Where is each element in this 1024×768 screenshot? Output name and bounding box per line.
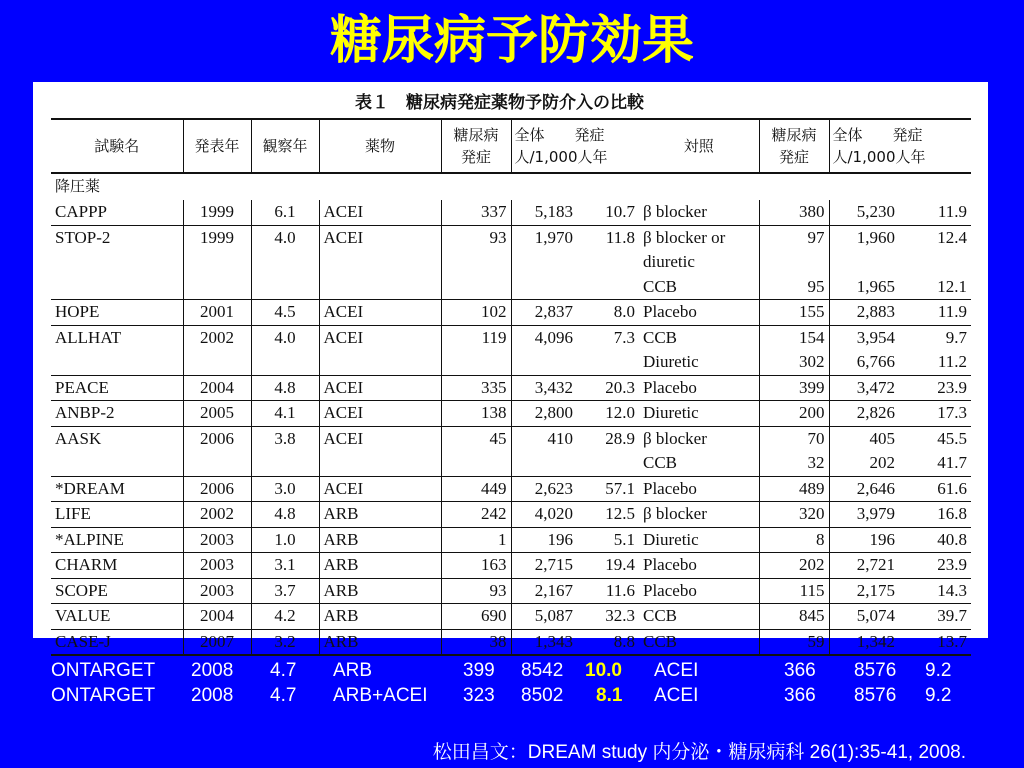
cell-ctrl-dm: 380 bbox=[759, 200, 829, 225]
cell-ctrl-total: 2,646 bbox=[829, 476, 899, 502]
cell-year: 2002 bbox=[183, 502, 251, 528]
cell-rate: 32.3 bbox=[577, 604, 639, 630]
table-row bbox=[51, 426, 971, 451]
cell-total bbox=[511, 275, 577, 300]
cell-control: CCB bbox=[639, 325, 759, 350]
header-dm2-line2: 発症 bbox=[778, 148, 809, 166]
table-row bbox=[51, 476, 971, 502]
header-dm-onset-2 bbox=[759, 119, 829, 173]
cell-trial: VALUE bbox=[51, 604, 183, 630]
cell-total: 2,800 bbox=[511, 401, 577, 427]
cell-rate-highlight: 8.1 bbox=[596, 685, 623, 706]
cell-ctrl-rate: 23.9 bbox=[899, 375, 971, 401]
cell-ctrl-total: 5,230 bbox=[856, 202, 895, 221]
header-tot2-line1: 全体 bbox=[832, 126, 863, 144]
cell-rate: 10.7 bbox=[605, 202, 635, 221]
cell-trial: LIFE bbox=[51, 502, 183, 528]
cell-trial: ONTARGET bbox=[51, 685, 156, 706]
cell-year: 1999 bbox=[183, 200, 251, 225]
cell-obs bbox=[251, 250, 319, 275]
cell-rate: 12.0 bbox=[577, 401, 639, 427]
cell-total: 2,837 bbox=[511, 300, 577, 326]
table-row bbox=[51, 300, 971, 326]
cell-obs: 1.0 bbox=[251, 527, 319, 553]
cell-control: β blocker bbox=[639, 200, 759, 225]
cell-ctrl-total: 3,472 bbox=[829, 375, 899, 401]
table-row bbox=[51, 225, 971, 250]
cell-total: 2,715 bbox=[511, 553, 577, 579]
cell-year: 2006 bbox=[183, 426, 251, 451]
cell-total: 1,343 bbox=[511, 629, 577, 655]
header-tot2-line2: 人/1,000人年 bbox=[832, 148, 926, 166]
cell-control: ACEI bbox=[654, 660, 699, 681]
cell-ctrl-total: 3,954 bbox=[829, 325, 899, 350]
cell-obs: 3.0 bbox=[251, 476, 319, 502]
cell-dm: 119 bbox=[441, 325, 511, 350]
cell-total bbox=[511, 250, 577, 275]
cell-ctrl-total: 196 bbox=[829, 527, 899, 553]
cell-control: β blocker or bbox=[639, 225, 759, 250]
cell-trial bbox=[51, 350, 183, 375]
cell-ctrl-dm: 489 bbox=[759, 476, 829, 502]
cell-ctrl-rate: 23.9 bbox=[899, 553, 971, 579]
cell-year: 2004 bbox=[183, 604, 251, 630]
cell-dm: 323 bbox=[463, 685, 495, 706]
cell-dm: 335 bbox=[441, 375, 511, 401]
cell-dm: 45 bbox=[441, 426, 511, 451]
cell-year: 2003 bbox=[183, 578, 251, 604]
cell-obs: 6.1 bbox=[251, 200, 319, 225]
cell-drug: ARB bbox=[319, 578, 441, 604]
cell-control: β blocker bbox=[639, 426, 759, 451]
cell-total: 5,087 bbox=[511, 604, 577, 630]
cell-trial: CAPPP bbox=[51, 200, 183, 225]
cell-ctrl-rate: 61.6 bbox=[899, 476, 971, 502]
table-row bbox=[51, 604, 971, 630]
cell-ctrl-dm: 70 bbox=[759, 426, 829, 451]
cell-year bbox=[183, 350, 251, 375]
header-drug: 薬物 bbox=[319, 119, 441, 173]
cell-ctrl-rate bbox=[899, 250, 971, 275]
cell-rate: 5.1 bbox=[577, 527, 639, 553]
cell-dm: 38 bbox=[441, 629, 511, 655]
cell-year bbox=[183, 250, 251, 275]
cell-control: Diuretic bbox=[639, 401, 759, 427]
cell-rate: 8.8 bbox=[577, 629, 639, 655]
cell-year bbox=[183, 275, 251, 300]
cell-rate: 20.3 bbox=[577, 375, 639, 401]
cell-ctrl-dm: 200 bbox=[759, 401, 829, 427]
cell-rate: 11.8 bbox=[577, 225, 639, 250]
cell-control: CCB bbox=[639, 451, 759, 476]
cell-ctrl-total: 3,979 bbox=[829, 502, 899, 528]
cell-year: 2004 bbox=[183, 375, 251, 401]
cell-obs: 4.0 bbox=[251, 325, 319, 350]
cell-rate bbox=[577, 275, 639, 300]
table-row bbox=[51, 502, 971, 528]
cell-ctrl-dm bbox=[759, 250, 829, 275]
cell-year: 2008 bbox=[191, 660, 234, 681]
cell-rate: 57.1 bbox=[577, 476, 639, 502]
cell-ctrl-rate: 9.2 bbox=[925, 685, 952, 706]
cell-ctrl-rate: 9.7 bbox=[899, 325, 971, 350]
header-control: 対照 bbox=[639, 119, 759, 173]
cell-dm: 399 bbox=[463, 660, 495, 681]
header-onset1: 発症 bbox=[574, 126, 605, 144]
table-row bbox=[51, 451, 971, 476]
cell-trial bbox=[51, 250, 183, 275]
cell-control: Placebo bbox=[639, 476, 759, 502]
cell-ctrl-total: 2,175 bbox=[829, 578, 899, 604]
cell-year: 2002 bbox=[183, 325, 251, 350]
cell-trial: SCOPE bbox=[51, 578, 183, 604]
header-dm-onset-1 bbox=[441, 119, 511, 173]
cell-dm: 93 bbox=[441, 225, 511, 250]
cell-ctrl-dm: 302 bbox=[759, 350, 829, 375]
cell-total: 2,623 bbox=[511, 476, 577, 502]
cell-rate bbox=[577, 451, 639, 476]
cell-ctrl-total: 8576 bbox=[854, 660, 897, 681]
cell-rate: 11.6 bbox=[577, 578, 639, 604]
cell-obs: 4.2 bbox=[251, 604, 319, 630]
cell-year: 2003 bbox=[183, 527, 251, 553]
cell-drug: ACEI bbox=[319, 375, 441, 401]
cell-ctrl-total: 6,766 bbox=[856, 352, 895, 371]
header-dm1-line2: 発症 bbox=[460, 148, 491, 166]
cell-obs: 4.0 bbox=[251, 225, 319, 250]
cell-ctrl-total: 1,960 bbox=[829, 225, 899, 250]
cell-dm: 449 bbox=[441, 476, 511, 502]
cell-control: Diuretic bbox=[639, 527, 759, 553]
cell-trial: HOPE bbox=[51, 300, 183, 326]
cell-trial: ANBP-2 bbox=[51, 401, 183, 427]
cell-year bbox=[183, 451, 251, 476]
cell-obs: 4.1 bbox=[251, 401, 319, 427]
cell-ctrl-total: 2,883 bbox=[829, 300, 899, 326]
cell-drug bbox=[319, 350, 441, 375]
cell-ctrl-dm: 97 bbox=[759, 225, 829, 250]
reference-citation: 松田昌文：DREAM study 内分泌・糖尿病科 26(1):35-41, 2008. bbox=[432, 742, 966, 763]
cell-drug: ACEI bbox=[319, 325, 441, 350]
cell-dm bbox=[441, 451, 511, 476]
cell-rate: 12.5 bbox=[577, 502, 639, 528]
cell-ctrl-total: 1,965 bbox=[856, 276, 895, 296]
cell-trial: PEACE bbox=[51, 375, 183, 401]
cell-ctrl-dm: 366 bbox=[784, 685, 816, 706]
cell-year: 2008 bbox=[191, 685, 234, 706]
cell-total: 410 bbox=[511, 426, 577, 451]
cell-ctrl-total: 2,826 bbox=[829, 401, 899, 427]
cell-ctrl-rate: 41.7 bbox=[937, 453, 967, 472]
cell-trial: *ALPINE bbox=[51, 527, 183, 553]
cell-ctrl-rate: 40.8 bbox=[899, 527, 971, 553]
cell-dm: 102 bbox=[441, 300, 511, 326]
cell-trial: *DREAM bbox=[51, 476, 183, 502]
cell-ctrl-dm: 155 bbox=[759, 300, 829, 326]
cell-control: Placebo bbox=[639, 578, 759, 604]
cell-ctrl-rate: 13.7 bbox=[899, 629, 971, 655]
header-obs: 観察年 bbox=[251, 119, 319, 173]
cell-control: CCB bbox=[639, 629, 759, 655]
cell-drug bbox=[319, 275, 441, 300]
cell-year: 1999 bbox=[183, 225, 251, 250]
cell-total: 2,167 bbox=[511, 578, 577, 604]
cell-dm: 242 bbox=[441, 502, 511, 528]
cell-trial bbox=[51, 451, 183, 476]
cell-dm bbox=[441, 350, 511, 375]
cell-dm bbox=[441, 275, 511, 300]
cell-ctrl-rate: 16.8 bbox=[899, 502, 971, 528]
table-row bbox=[51, 350, 971, 375]
cell-obs bbox=[251, 275, 319, 300]
cell-control: Placebo bbox=[639, 375, 759, 401]
category-row bbox=[51, 173, 971, 200]
table-caption: 表１ 糖尿病発症薬物予防介入の比較 bbox=[355, 93, 644, 113]
cell-ctrl-total: 5,074 bbox=[829, 604, 899, 630]
cell-total: 4,096 bbox=[511, 325, 577, 350]
header-onset2: 発症 bbox=[892, 126, 923, 144]
table-row bbox=[51, 578, 971, 604]
cell-trial: STOP-2 bbox=[51, 225, 183, 250]
header-tot1-line2: 人/1,000人年 bbox=[514, 148, 608, 166]
cell-total: 196 bbox=[511, 527, 577, 553]
cell-trial: ONTARGET bbox=[51, 660, 156, 681]
table-row bbox=[51, 401, 971, 427]
cell-trial: CHARM bbox=[51, 553, 183, 579]
cell-total: 3,432 bbox=[511, 375, 577, 401]
cell-ctrl-rate: 17.3 bbox=[899, 401, 971, 427]
cell-obs: 4.7 bbox=[270, 660, 297, 681]
cell-drug: ACEI bbox=[319, 476, 441, 502]
cell-control: β blocker bbox=[639, 502, 759, 528]
table-row bbox=[51, 553, 971, 579]
header-year: 発表年 bbox=[183, 119, 251, 173]
cell-drug: ACEI bbox=[319, 401, 441, 427]
cell-ctrl-dm: 59 bbox=[759, 629, 829, 655]
cell-total: 4,020 bbox=[511, 502, 577, 528]
cell-drug: ARB+ACEI bbox=[333, 685, 428, 706]
cell-dm: 1 bbox=[441, 527, 511, 553]
table-row bbox=[51, 375, 971, 401]
header-trial: 試験名 bbox=[51, 119, 183, 173]
cell-drug: ARB bbox=[319, 527, 441, 553]
cell-control: CCB bbox=[639, 275, 759, 300]
header-dm2-line1: 糖尿病 bbox=[771, 126, 817, 144]
cell-ctrl-dm: 845 bbox=[759, 604, 829, 630]
table-row bbox=[51, 200, 971, 225]
cell-ctrl-dm: 8 bbox=[759, 527, 829, 553]
cell-dm: 138 bbox=[441, 401, 511, 427]
cell-obs: 4.5 bbox=[251, 300, 319, 326]
cell-drug bbox=[319, 250, 441, 275]
cell-obs: 3.8 bbox=[251, 426, 319, 451]
cell-control: Diuretic bbox=[639, 350, 759, 375]
cell-rate bbox=[577, 250, 639, 275]
cell-drug: ACEI bbox=[319, 300, 441, 326]
cell-obs bbox=[251, 350, 319, 375]
cell-ctrl-total: 405 bbox=[829, 426, 899, 451]
cell-total bbox=[511, 451, 577, 476]
cell-year: 2001 bbox=[183, 300, 251, 326]
cell-drug: ARB bbox=[333, 660, 373, 681]
cell-control: Placebo bbox=[639, 553, 759, 579]
cell-ctrl-dm: 366 bbox=[784, 660, 816, 681]
cell-ctrl-rate: 11.2 bbox=[937, 352, 967, 371]
cell-drug: ARB bbox=[319, 502, 441, 528]
cell-ctrl-rate: 12.4 bbox=[899, 225, 971, 250]
cell-rate: 19.4 bbox=[577, 553, 639, 579]
cell-ctrl-dm: 154 bbox=[759, 325, 829, 350]
cell-total: 5,183 bbox=[534, 202, 573, 221]
cell-year: 2003 bbox=[183, 553, 251, 579]
cell-ctrl-rate: 11.9 bbox=[899, 300, 971, 326]
cell-ctrl-dm: 399 bbox=[759, 375, 829, 401]
cell-ctrl-rate: 45.5 bbox=[899, 426, 971, 451]
cell-drug: ACEI bbox=[319, 200, 441, 225]
cell-obs: 4.8 bbox=[251, 502, 319, 528]
cell-ctrl-total: 2,721 bbox=[829, 553, 899, 579]
cell-ctrl-rate: 11.9 bbox=[937, 202, 967, 221]
cell-control: diuretic bbox=[639, 250, 759, 275]
cell-control: ACEI bbox=[654, 685, 699, 706]
cell-total: 8542 bbox=[521, 660, 564, 681]
cell-trial: ALLHAT bbox=[51, 325, 183, 350]
cell-ctrl-rate: 14.3 bbox=[899, 578, 971, 604]
table-row bbox=[51, 275, 971, 300]
cell-drug bbox=[319, 451, 441, 476]
cell-trial: AASK bbox=[51, 426, 183, 451]
cell-trial bbox=[51, 275, 183, 300]
header-total-2 bbox=[829, 119, 971, 173]
cell-rate: 28.9 bbox=[577, 426, 639, 451]
cell-drug: ACEI bbox=[319, 225, 441, 250]
comparison-table bbox=[51, 118, 971, 656]
cell-dm: 93 bbox=[441, 578, 511, 604]
cell-obs: 3.1 bbox=[251, 553, 319, 579]
cell-obs: 3.7 bbox=[251, 578, 319, 604]
cell-total: 1,970 bbox=[511, 225, 577, 250]
cell-obs: 4.7 bbox=[270, 685, 297, 706]
cell-trial: CASE-J bbox=[51, 629, 183, 655]
table-panel bbox=[33, 82, 988, 651]
cell-year: 2006 bbox=[183, 476, 251, 502]
cell-rate: 8.0 bbox=[577, 300, 639, 326]
cell-ctrl-total: 1,342 bbox=[829, 629, 899, 655]
header-tot1-line1: 全体 bbox=[514, 126, 545, 144]
table-row bbox=[51, 325, 971, 350]
cell-dm: 163 bbox=[441, 553, 511, 579]
table-row bbox=[51, 629, 971, 655]
table-row bbox=[51, 250, 971, 275]
category-label: 降圧薬 bbox=[55, 177, 101, 195]
cell-total bbox=[511, 350, 577, 375]
cell-control: Placebo bbox=[639, 300, 759, 326]
header-dm1-line1: 糖尿病 bbox=[453, 126, 499, 144]
cell-rate: 7.3 bbox=[577, 325, 639, 350]
cell-rate-highlight: 10.0 bbox=[585, 660, 622, 681]
cell-ctrl-rate: 12.1 bbox=[937, 276, 967, 296]
header-total-1 bbox=[511, 119, 639, 173]
cell-rate bbox=[577, 350, 639, 375]
cell-ctrl-dm: 95 bbox=[759, 275, 829, 300]
cell-drug: ARB bbox=[319, 629, 441, 655]
cell-obs: 4.8 bbox=[251, 375, 319, 401]
cell-ctrl-dm: 202 bbox=[759, 553, 829, 579]
cell-ctrl-dm: 115 bbox=[759, 578, 829, 604]
cell-drug: ARB bbox=[319, 553, 441, 579]
table-row bbox=[51, 527, 971, 553]
cell-year: 2007 bbox=[183, 629, 251, 655]
cell-ctrl-rate: 39.7 bbox=[899, 604, 971, 630]
header-row bbox=[51, 119, 971, 173]
cell-obs bbox=[251, 451, 319, 476]
cell-ctrl-total bbox=[829, 250, 899, 275]
cell-dm: 337 bbox=[441, 200, 511, 225]
table-body bbox=[51, 173, 971, 655]
cell-dm bbox=[441, 250, 511, 275]
cell-ctrl-total: 8576 bbox=[854, 685, 897, 706]
cell-ctrl-dm: 32 bbox=[759, 451, 829, 476]
cell-drug: ARB bbox=[319, 604, 441, 630]
cell-dm: 690 bbox=[441, 604, 511, 630]
cell-ctrl-rate: 9.2 bbox=[925, 660, 952, 681]
cell-control: CCB bbox=[639, 604, 759, 630]
cell-year: 2005 bbox=[183, 401, 251, 427]
cell-total: 8502 bbox=[521, 685, 564, 706]
cell-obs: 3.2 bbox=[251, 629, 319, 655]
cell-drug: ACEI bbox=[319, 426, 441, 451]
cell-ctrl-total: 202 bbox=[869, 453, 895, 472]
slide-title: 糖尿病予防効果 bbox=[329, 11, 694, 71]
cell-ctrl-dm: 320 bbox=[759, 502, 829, 528]
